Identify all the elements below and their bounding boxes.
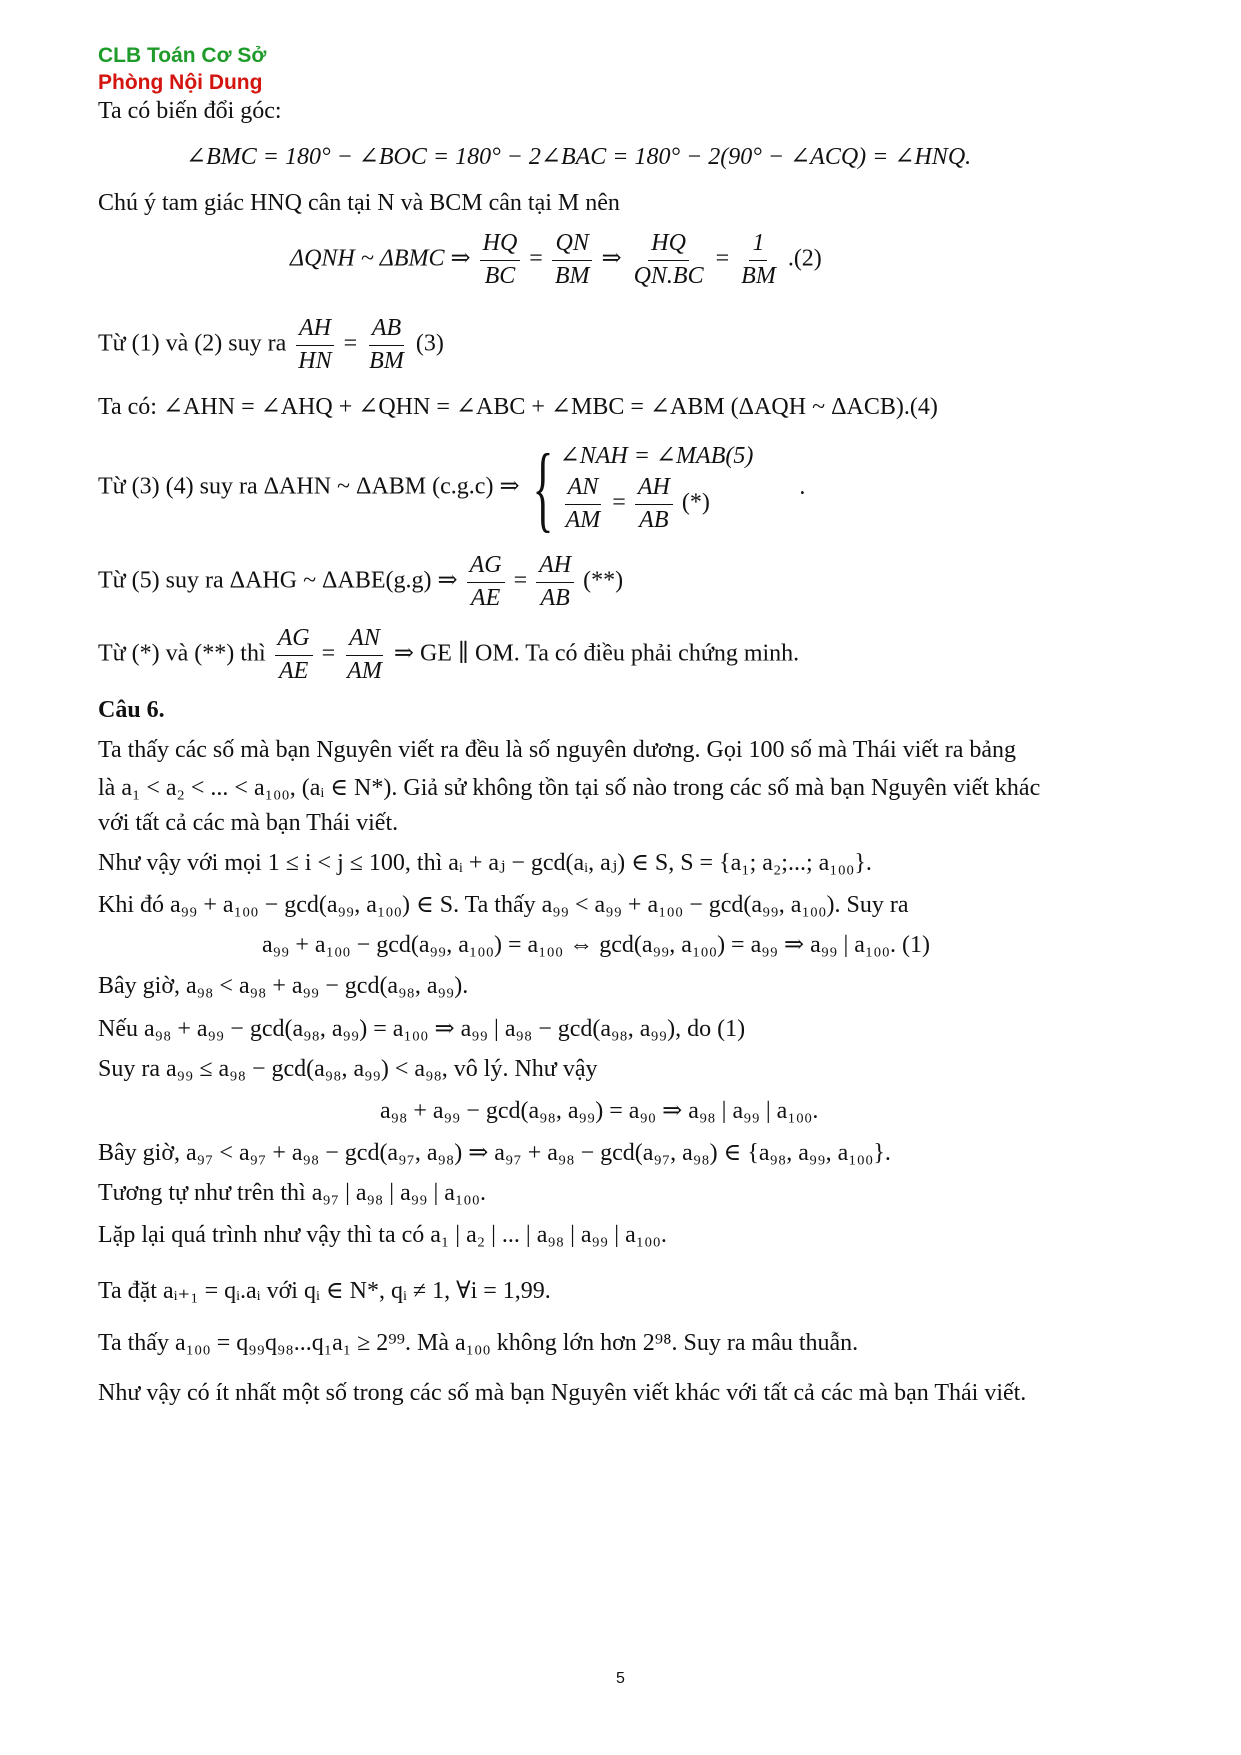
- paragraph-line: Khi đó a₉₉ + a₁₀₀ − gcd(a₉₉, a₁₀₀) ∈ S. Ta thấy a₉₉ < a₉₉ + a₁₀₀ − gcd(a₉₉, a₁₀₀). Suy ra: [98, 892, 909, 918]
- fraction-ag-ae: $\frac{AG}{AE}$: [467, 552, 505, 612]
- fraction-ab-bm: $\frac{AB}{BM}$: [369, 315, 404, 374]
- line-angle-intro: Ta có biến đổi góc:: [98, 98, 282, 124]
- eq2-tag: .(2): [787, 245, 822, 272]
- section-heading-cau6: Câu 6.: [98, 697, 165, 723]
- paragraph-line: Nếu a₉₈ + a₉₉ − gcd(a₉₈, a₉₉) = a₁₀₀ ⇒ a₉₉ | a₉₈ − gcd(a₉₈, a₉₉), do (1): [98, 1016, 746, 1042]
- line-from-1-2: Từ (1) và (2) suy ra $\frac{AH}{HN}$ = $\frac{AB}{BM}$ (3): [98, 315, 444, 374]
- fraction-an-am: $\frac{AN}{AM}$: [347, 625, 382, 684]
- paragraph-line: là a₁ < a₂ < ... < a₁₀₀, (aᵢ ∈ N*). Giả sử không tồn tại số nào trong các số mà bạn Nguyên viết khác: [98, 775, 1041, 801]
- paragraph-line: Ta thấy các số mà bạn Nguyên viết ra đều là số nguyên dương. Gọi 100 số mà Thái viết ra bảng: [98, 737, 1016, 763]
- fraction-hq-qnbc: $\frac{HQ}{QN.BC}$: [633, 230, 704, 289]
- paragraph-line: Như vậy với mọi 1 ≤ i < j ≤ 100, thì aᵢ + aⱼ − gcd(aᵢ, aⱼ) ∈ S, S = {a₁; a₂;...; a₁₀₀}.: [98, 850, 872, 876]
- paragraph-line: Lặp lại quá trình như vậy thì ta có a₁ | a₂ | ... | a₉₈ | a₉₉ | a₁₀₀.: [98, 1222, 667, 1248]
- line-from-5: Từ (5) suy ra ΔAHG ~ ΔABE(g.g) ⇒ $\frac{AG}{AE}$ = $\frac{AH}{AB}$ (**): [98, 552, 624, 611]
- fraction-ag-ae-2: $\frac{AG}{AE}$: [275, 625, 313, 685]
- system-row-fraction: $\frac{AN}{AM}$ = $\frac{AH}{AB}$ (*): [565, 474, 710, 533]
- equation-line: a₉₉ + a₁₀₀ − gcd(a₉₉, a₁₀₀) = a₁₀₀ ⇔ gcd(a₉₉, a₁₀₀) = a₉₉ ⇒ a₉₉ | a₁₀₀. (1): [262, 932, 931, 958]
- paragraph-line: với tất cả các mà bạn Thái viết.: [98, 810, 399, 836]
- line-angle-ahn: Ta có: ∠AHN = ∠AHQ + ∠QHN = ∠ABC + ∠MBC = ∠ABM (ΔAQH ~ ΔACB).(4): [98, 394, 938, 420]
- header-dept: Phòng Nội Dung: [98, 71, 263, 94]
- line-isosceles-note: Chú ý tam giác HNQ cân tại N và BCM cân tại M nên: [98, 190, 620, 216]
- fraction-ah-ab: $\frac{AH}{AB}$: [536, 552, 574, 612]
- paragraph-line: Ta thấy a₁₀₀ = q₉₉q₉₈...q₁a₁ ≥ 2⁹⁹. Mà a₁₀₀ không lớn hơn 2⁹⁸. Suy ra mâu thuẫn.: [98, 1330, 859, 1356]
- fraction-ah-hn: $\frac{AH}{HN}$: [295, 315, 334, 375]
- header-club: CLB Toán Cơ Sở: [98, 44, 267, 67]
- paragraph-line: Như vậy có ít nhất một số trong các số mà bạn Nguyên viết khác với tất cả các mà bạn Thái viết.: [98, 1380, 1027, 1406]
- paragraph-line: Suy ra a₉₉ ≤ a₉₈ − gcd(a₉₈, a₉₉) < a₉₈, vô lý. Như vậy: [98, 1056, 598, 1082]
- paragraph-line: Bây giờ, a₉₇ < a₉₇ + a₉₈ − gcd(a₉₇, a₉₈) ⇒ a₉₇ + a₉₈ − gcd(a₉₇, a₉₈) ∈ {a₉₈, a₉₉, a₁₀₀}.: [98, 1140, 891, 1166]
- equation-angle-bmc: ∠BMC = 180° − ∠BOC = 180° − 2∠BAC = 180° − 2(90° − ∠ACQ) = ∠HNQ.: [186, 144, 972, 170]
- fraction-qn-bm: $\frac{QN}{BM}$: [552, 230, 593, 290]
- equation-line: a₉₈ + a₉₉ − gcd(a₉₈, a₉₉) = a₉₀ ⇒ a₉₈ | a₉₉ | a₁₀₀.: [380, 1098, 819, 1124]
- equation-similar-qnh-bmc: ΔQNH ~ ΔBMC ⇒ $\frac{HQ}{BC}$ = $\frac{QN}{BM}$ ⇒ $\frac{HQ}{QN.BC}$ = $\frac{1}{BM}$ .(2): [290, 230, 822, 289]
- line-from-star: Từ (*) và (**) thì $\frac{AG}{AE}$ = $\frac{AN}{AM}$ ⇒ GE ∥ OM. Ta có điều phải chứng minh.: [98, 625, 800, 684]
- system-row-angle: ∠NAH = ∠MAB(5): [559, 443, 754, 470]
- fraction-hq-bc: $\frac{HQ}{BC}$: [480, 230, 521, 290]
- paragraph-line: Bây giờ, a₉₈ < a₉₈ + a₉₉ − gcd(a₉₈, a₉₉).: [98, 973, 469, 999]
- page-number: 5: [616, 1670, 625, 1687]
- fraction-1-bm: $\frac{1}{BM}$: [741, 230, 776, 289]
- paragraph-line: Ta đặt aᵢ₊₁ = qᵢ.aᵢ với qᵢ ∈ N*, qᵢ ≠ 1, ∀i = 1,99.: [98, 1278, 551, 1304]
- paragraph-line: Tương tự như trên thì a₉₇ | a₉₈ | a₉₉ | a₁₀₀.: [98, 1180, 487, 1206]
- line-from-3-4: Từ (3) (4) suy ra ΔAHN ~ ΔABM (c.g.c) ⇒ { ∠NAH = ∠MAB(5) $\frac{AN}{AM}$ = $\frac{AH}{AB}$ (*) .: [98, 434, 806, 541]
- eq2-left: ΔQNH ~ ΔBMC ⇒: [290, 245, 471, 272]
